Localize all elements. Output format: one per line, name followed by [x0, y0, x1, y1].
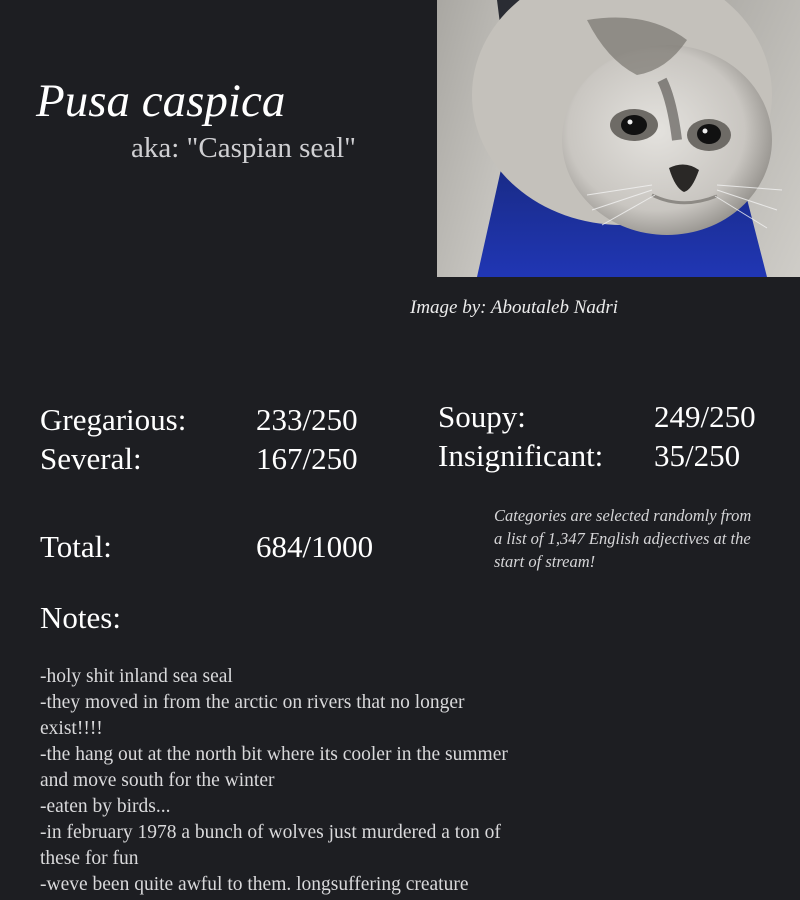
stat-label-insignificant: Insignificant: — [438, 438, 604, 473]
species-common-name: aka: "Caspian seal" — [131, 132, 356, 164]
note-item: -in february 1978 a bunch of wolves just murdered a ton of these for fun — [40, 822, 501, 869]
notes-list — [40, 664, 520, 898]
stat-label-gregarious: Gregarious: — [40, 402, 187, 437]
seal-photo — [437, 0, 800, 277]
note-item: -they moved in from the arctic on rivers that no longer exist!!!! — [40, 692, 465, 739]
note-item: -holy shit inland sea seal — [40, 666, 233, 687]
species-scientific-name: Pusa caspica — [36, 75, 286, 127]
note-item: -weve been quite awful to them. longsuffering creature — [40, 874, 469, 895]
image-credit: Image by: Aboutaleb Nadri — [410, 297, 619, 318]
total-label: Total: — [40, 529, 112, 564]
stat-value-soupy: 249/250 — [654, 399, 756, 434]
stat-label-soupy: Soupy: — [438, 399, 526, 434]
total-value: 684/1000 — [256, 529, 374, 564]
stat-label-several: Several: — [40, 441, 142, 476]
stat-value-several: 167/250 — [256, 441, 358, 476]
notes-heading: Notes: — [40, 600, 121, 635]
stat-value-gregarious: 233/250 — [256, 402, 358, 437]
stat-value-insignificant: 35/250 — [654, 438, 741, 473]
categories-note: Categories are selected randomly from a list of 1,347 English adjectives at the start of stream! — [494, 506, 752, 571]
note-item: -eaten by birds... — [40, 796, 171, 817]
note-item: -the hang out at the north bit where its cooler in the summer and move south for the winter — [40, 744, 508, 791]
